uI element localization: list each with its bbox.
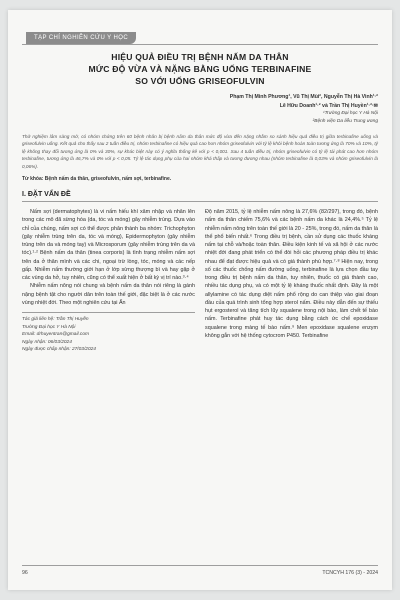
title-line-2: MỨC ĐỘ VỪA VÀ NẶNG BẰNG UỐNG TERBINAFINE [88,64,312,74]
affiliation-2: ²Bệnh viện Da liễu Trung ương [312,118,378,124]
title-line-1: HIỆU QUẢ ĐIỀU TRỊ BỆNH NẤM DA THÂN [111,52,289,62]
right-column [205,208,378,354]
correspondence-info [22,312,195,354]
journal-header-bar [22,32,378,45]
body-columns [22,208,378,354]
page-number: 96 [22,570,28,576]
corresponding-author: Tác giả liên hệ: Trần Thị Huyền [22,317,89,323]
paragraph: Nhiễm nấm nông nói chung và bệnh nấm da thân nói riêng là gánh nặng bệnh tật cho người dân trên toàn thế giới, đặc biệt là ở các nước vùng nhiệt đới. Theo một nghiên cứu tại Ấn [22,283,195,306]
received-date: Ngày nhận: 06/03/2024 [22,339,72,345]
authors-line-2: Lê Hữu Doanh¹·² và Trần Thị Huyền¹·²·✉ [279,102,378,109]
paragraph: Độ năm 2015, tỷ lệ nhiễm nấm nông là 27,6% (82/297), trong đó, bệnh nấm da thân chiếm 75,6% và các bệnh nấm da khác là 24,4%.⁵ Tỷ lệ nhiễm nấm nông trên toàn thế giới là 20 - 25%, trong đó, nấm da thân là thể phổ biến nhất.⁶ Trong điều trị bệnh, cần sử dụng các thuốc kháng nấm tại chỗ và/hoặc toàn thân. Điều kiện kinh tế và xã hội ở các nước nhiệt đới đang phát triển có thể đòi hỏi các phương pháp điều trị khác nhau để đạt được hiệu quả và có giá thành phù hợp.⁷·⁸ Hiện nay, trong số các thuốc chống nấm đường uống, terbinafine là lựa chọn đầu tay trong điều trị bệnh nấm da thân, tuy nhiên, thuốc có giá thành cao, nhiều tác dụng phụ, và có một tỷ lệ kháng thuốc nhất định. Đây là một allylamine có tác dụng diệt nấm phổ rộng do can thiệp vào giai đoạn đầu của quá trình sinh tổng hợp sterol nấm. Điều này dẫn đến sự thiếu hụt ergosterol và tăng tích lũy squalene trong nội bào, làm chết tế bào nấm. Terbinafine phát huy tác dụng bằng cách ức chế epoxidase squalene trong màng tế bào nấm.⁹ Men epoxidase squalene enzym không gắn với hệ thống cytocrom P450. Terbinafine [205,209,378,339]
section-heading: I. ĐẶT VẤN ĐỀ [22,191,378,202]
journal-tag: TẠP CHÍ NGHIÊN CỨU Y HỌC [26,32,136,44]
author-email: Email: drhuyentran@gmail.com [22,332,89,338]
journal-issue: TCNCYH 176 (3) - 2024 [322,570,378,576]
left-column [22,208,195,354]
page-footer [22,565,378,576]
keywords: Từ khóa: Bệnh nấm da thân, griseofulvin, nấm sợi, terbinafine. [22,176,172,183]
affiliation-1: ¹Trường Đại học Y Hà Nội [323,111,378,116]
journal-page [8,10,392,590]
authors-line-1: Phạm Thị Minh Phương¹, Vũ Thị Mùi², Nguyễn Thị Hà Vinh¹·² [229,94,378,100]
title-line-3: SO VỚI UỐNG GRISEOFULVIN [135,76,265,86]
abstract: Thử nghiệm lâm sàng mở, có nhóm chứng trên 60 bệnh nhân bị bệnh nấm da thân mức độ vừa đến nặng nhằm so sánh hiệu quả điều trị giữa terbinafine uống và griseofulvin uống. Kết quả cho thấy sau 2 tuần điều trị, nhóm terbinafine có hiệu quả cao hơn nhóm griseofulvin với tỷ lệ khỏi bệnh hoàn toàn tương ứng là 70% và 10%, tỷ lệ không thay đổi tương ứng là 0% và 30%, sự khác biệt này có ý nghĩa thống kê với p < 0,001. Sau 4 tuần điều trị, nhóm griseofulvin có tỷ lệ tái phát cao hơn nhóm terbinafine, tương ứng là 46,7% và 0% với p < 0,05. Tỷ lệ tác dụng phụ của hai nhóm khá thấp và tương đương nhau (nhóm terbinafine là 0,03% và nhóm griseofulvin là 0,06%). [22,134,378,169]
article-title [22,51,378,87]
author-institution: Trường Đại học Y Hà Nội [22,324,76,330]
accepted-date: Ngày được chấp nhận: 27/03/2024 [22,347,96,353]
author-list [22,93,378,110]
paragraph: Nấm sợi (dermatophytes) là vi nấm hiếu khí xâm nhập và nhân lên trong các mô đã sừng hóa (da, tóc và móng) gây nhiễm trùng. Dựa vào chỉ của chúng, nấm sợi có thể được phân thành ba nhóm: Trichophyton (gây nhiễm trùng trên da, tóc và móng), Epidermophyton (gây nhiễm trùng trên da và móng tay) và Microsporum (gây nhiễm trùng trên da và tóc).¹·² Bệnh nấm da thân (tinea corporis) là tình trạng nhiễm nấm sợi trên da ở thân mình và các chi, ngoại trừ lòng, tóc, móng và các nếp gấp. Nhiễm nấm thường giới hạn ở lớp sừng thượng bì và hay gặp ở các vùng da hở, tuy nhiên, cũng có thể xuất hiện ở bất kỳ vị trí nào.³·⁴ [22,209,195,282]
